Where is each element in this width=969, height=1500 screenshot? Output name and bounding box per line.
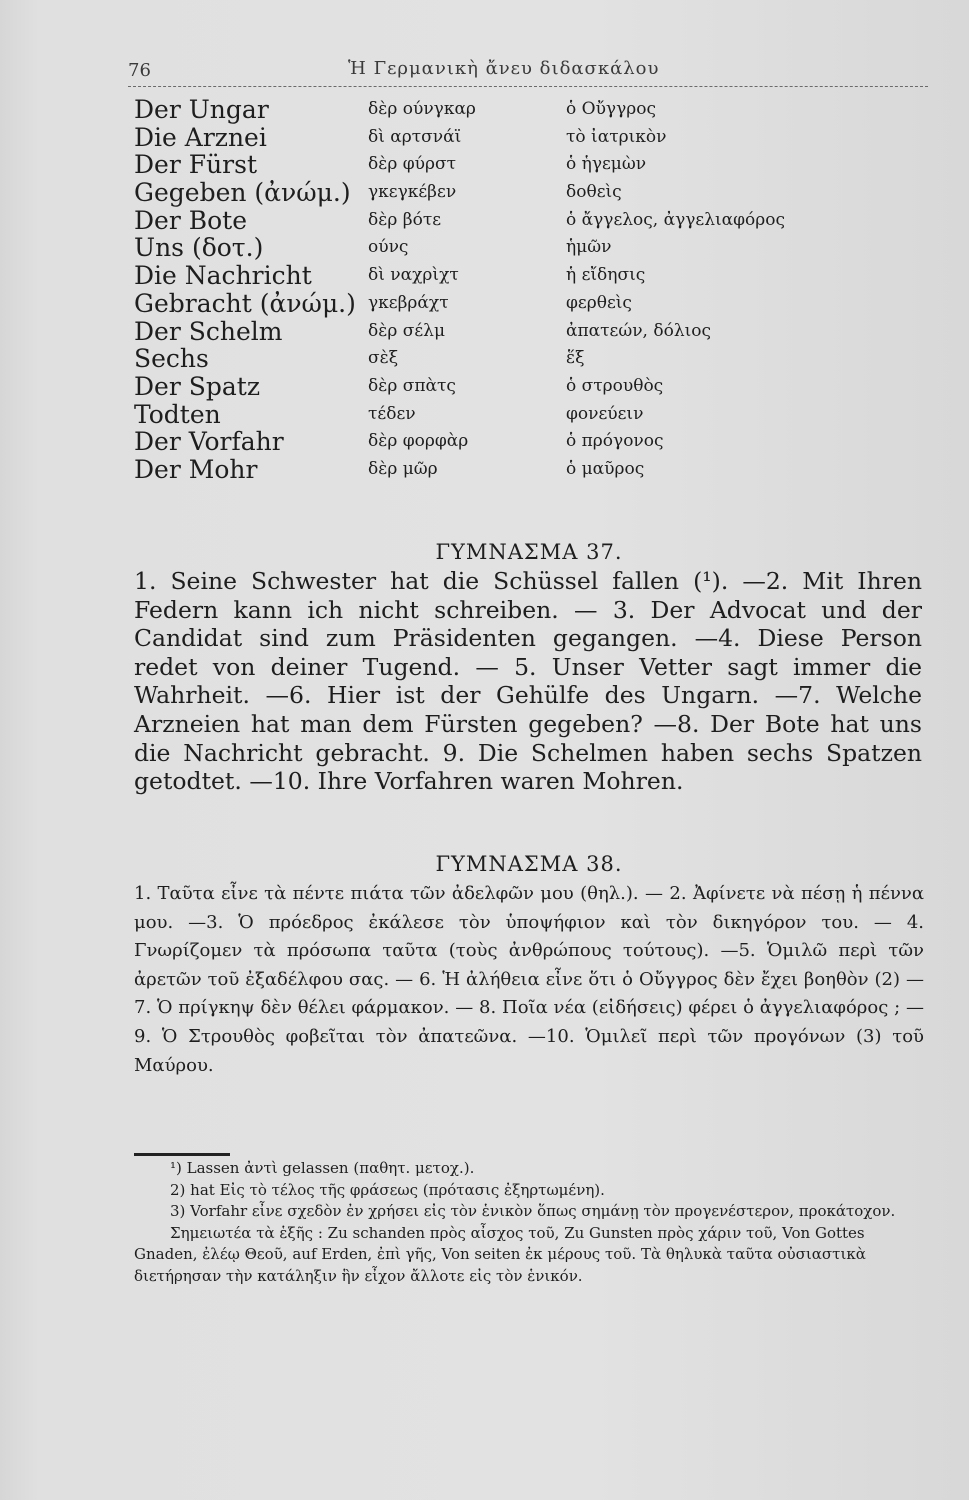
pronunciation: σὲξ bbox=[368, 348, 399, 369]
header-divider bbox=[128, 86, 928, 87]
greek-meaning: ὁ Οὔγγρος bbox=[566, 99, 656, 119]
vocab-row bbox=[134, 179, 924, 207]
remarks-note: Σημειωτέα τὰ ἑξῆς : Zu schanden πρὸς αἶσχος τοῦ, Zu Gunsten πρὸς χάριν τοῦ, Von Gottes Gnaden, ἐλέῳ Θεοῦ, auf Erden, ἐπὶ γῆς, Von seiten ἐκ μέρους τοῦ. Τὰ θηλυκὰ ταῦτα οὐσιαστικὰ διετήρησαν τὴν κατάληξιν ἣν εἶχον ἄλλοτε εἰς τὸν ἑνικόν. bbox=[134, 1223, 866, 1285]
greek-meaning: ὁ ἄγγελος, ἀγγελιαφόρος bbox=[566, 209, 785, 230]
pronunciation: δὶ αρτσνάϊ bbox=[368, 126, 462, 147]
exercise-37-heading: ΓΥΜΝΑΣΜΑ 37. bbox=[435, 540, 623, 564]
greek-meaning: ἡμῶν bbox=[566, 237, 612, 258]
greek-meaning: ἕξ bbox=[566, 348, 585, 369]
german-word: Die Nachricht bbox=[134, 261, 312, 291]
german-word: Die Arznei bbox=[134, 122, 267, 152]
footnotes bbox=[134, 1158, 924, 1287]
vocab-row bbox=[134, 318, 924, 346]
pronunciation: δὶ ναχρὶχτ bbox=[368, 265, 459, 286]
german-word: Der Vorfahr bbox=[134, 427, 284, 457]
pronunciation: γκεβράχτ bbox=[368, 292, 449, 313]
vocab-row bbox=[134, 207, 924, 235]
vocab-row bbox=[134, 428, 924, 456]
vocab-row bbox=[134, 96, 924, 124]
page-header bbox=[128, 52, 928, 84]
vocab-row bbox=[134, 151, 924, 179]
greek-meaning: ὁ μαῦρος bbox=[566, 458, 645, 479]
german-word: Gegeben (ἀνώμ.) bbox=[134, 178, 351, 208]
pronunciation: δὲρ σέλμ bbox=[368, 320, 445, 341]
german-word: Sechs bbox=[134, 344, 209, 374]
exercise-38-heading: ΓΥΜΝΑΣΜΑ 38. bbox=[435, 852, 623, 876]
greek-meaning: ὁ ἡγεμὼν bbox=[566, 154, 647, 175]
pronunciation: γκεγκέβεν bbox=[368, 182, 457, 203]
footnote: ¹) Lassen ἀντὶ gelassen (παθητ. μετοχ.). bbox=[170, 1159, 475, 1177]
german-word: Gebracht (ἀνώμ.) bbox=[134, 288, 356, 318]
greek-meaning: ὁ στρουθὸς bbox=[566, 375, 664, 396]
pronunciation: δὲρ φύρστ bbox=[368, 154, 456, 175]
vocabulary-list bbox=[134, 96, 924, 484]
german-word: Der Mohr bbox=[134, 454, 258, 484]
vocab-row bbox=[134, 401, 924, 429]
vocab-row bbox=[134, 345, 924, 373]
greek-meaning: φονεύειν bbox=[566, 403, 644, 424]
vocab-row bbox=[134, 373, 924, 401]
vocab-row bbox=[134, 262, 924, 290]
pronunciation: δὲρ μῶρ bbox=[368, 458, 438, 479]
german-word: Der Spatz bbox=[134, 371, 260, 401]
footnote: 3) Vorfahr εἶνε σχεδὸν ἐν χρήσει εἰς τὸν ἑνικὸν ὅπως σημάνῃ τὸν προγενέστερον, προκάτοχον. bbox=[170, 1202, 896, 1220]
exercise-38-text: 1. Ταῦτα εἶνε τὰ πέντε πιάτα τῶν ἀδελφῶν μου (θηλ.). — 2. Ἀφίνετε νὰ πέσῃ ἡ πέννα μου. —3. Ὁ πρόεδρος ἐκάλεσε τὸν ὑποψήφιον καὶ τὸν δικηγόρον του. — 4. Γνωρίζομεν τὰ πρόσωπα ταῦτα (τοὺς ἀνθρώπους τούτους). —5. Ὁμιλῶ περὶ τῶν ἀρετῶν τοῦ ἐξαδέλφου σας. — 6. Ἡ ἀλήθεια εἶνε ὅτι ὁ Οὔγγρος δὲν ἔχει βοηθὸν (2) — 7. Ὁ πρίγκηψ δὲν θέλει φάρμακον. — 8. Ποῖα νέα (εἰδήσεις) φέρει ὁ ἀγγελιαφόρος ; — 9. Ὁ Στρουθὸς φοβεῖται τὸν ἀπατεῶνα. —10. Ὁμιλεῖ περὶ τῶν προγόνων (3) τοῦ Μαύρου. bbox=[134, 883, 924, 1076]
german-word: Uns (δοτ.) bbox=[134, 233, 264, 263]
greek-meaning: ὁ πρόγονος bbox=[566, 431, 664, 452]
pronunciation: δὲρ βότε bbox=[368, 209, 442, 230]
page-number: 76 bbox=[128, 60, 151, 81]
german-word: Der Ungar bbox=[134, 95, 269, 124]
vocab-row bbox=[134, 124, 924, 152]
german-word: Der Schelm bbox=[134, 316, 283, 346]
pronunciation: δὲρ ούνγκαρ bbox=[368, 99, 476, 119]
pronunciation: δὲρ σπὰτς bbox=[368, 375, 456, 396]
footnote: 2) hat Εἰς τὸ τέλος τῆς φράσεως (πρότασις ἐξηρτωμένη). bbox=[170, 1180, 605, 1199]
greek-meaning: τὸ ἰατρικὸν bbox=[566, 126, 667, 147]
pronunciation: ούνς bbox=[368, 237, 409, 258]
pronunciation: δὲρ φορφὰρ bbox=[368, 431, 469, 452]
german-word: Der Fürst bbox=[134, 150, 258, 180]
vocab-row bbox=[134, 290, 924, 318]
greek-meaning: φερθεὶς bbox=[566, 292, 632, 313]
greek-meaning: ἀπατεών, δόλιος bbox=[566, 320, 712, 341]
greek-meaning: δοθεὶς bbox=[566, 182, 622, 203]
german-word: Der Bote bbox=[134, 205, 248, 235]
pronunciation: τέδεν bbox=[368, 403, 416, 424]
vocab-row bbox=[134, 234, 924, 262]
german-word: Todten bbox=[134, 399, 221, 429]
greek-meaning: ἡ εἴδησις bbox=[566, 265, 646, 286]
footnote-divider bbox=[134, 1153, 230, 1156]
vocab-row bbox=[134, 456, 924, 484]
exercise-37-text: 1. Seine Schwester hat die Schüssel fallen (¹). —2. Mit Ihren Federn kann ich nicht schreiben. — 3. Der Advocat und der Candidat sind zum Präsidenten gegangen. —4. Diese Person redet von deiner Tugend. — 5. Unser Vetter sagt immer die Wahrheit. —6. Hier ist der Gehülfe des Ungarn. —7. Welche Arzneien hat man dem Fürsten gegeben? —8. Der Bote hat uns die Nachricht gebracht. 9. Die Schelmen haben sechs Spatzen getodtet. —10. Ihre Vorfahren waren Mohren. bbox=[134, 567, 922, 796]
running-title: Ἡ Γερμανικὴ ἄνευ διδασκάλου bbox=[348, 58, 660, 79]
